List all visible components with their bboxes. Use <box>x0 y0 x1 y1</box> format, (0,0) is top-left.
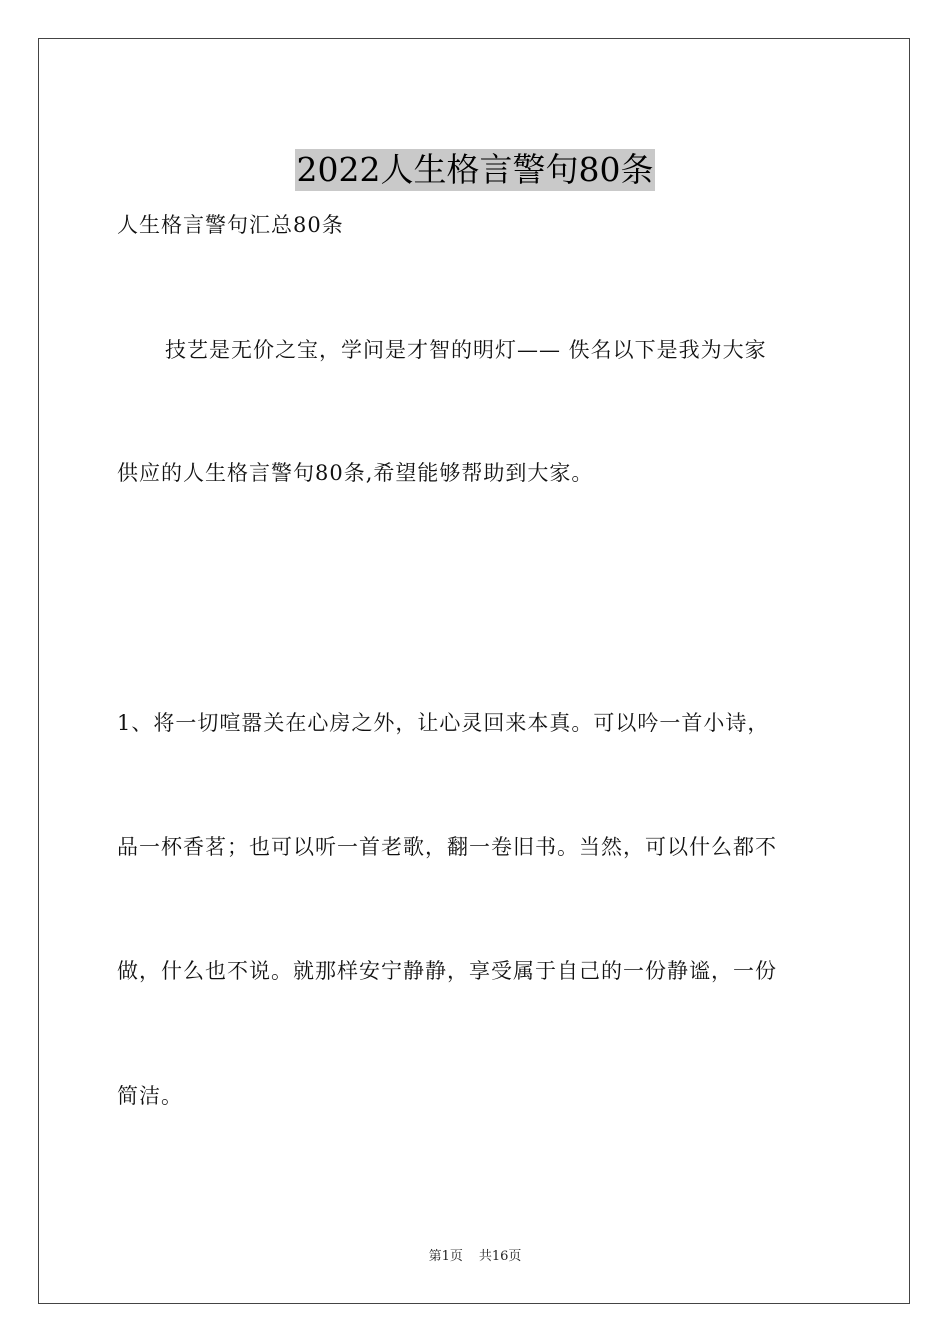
page-footer <box>0 1248 950 1266</box>
document-title: 2022人生格言警句80条 <box>296 150 654 190</box>
page-number: 第1页 <box>428 1249 463 1264</box>
item-1-line-3: 做，什么也不说。就那样安宁静静，享受属于自己的一份静谧，一份 <box>117 959 777 983</box>
title-container <box>0 127 950 213</box>
item-1-line-4: 简洁。 <box>117 1084 183 1108</box>
item-1-line-2: 品一杯香茗；也可以听一首老歌，翻一卷旧书。当然，可以什么都不 <box>117 835 777 859</box>
intro-line-1: 技艺是无价之宝，学问是才智的明灯—— 佚名以下是我为大家 <box>165 338 767 362</box>
intro-line-2: 供应的人生格言警句80条,希望能够帮助到大家。 <box>117 461 594 485</box>
item-1-line-1: 1、将一切喧嚣关在心房之外，让心灵回来本真。可以吟一首小诗， <box>117 711 770 735</box>
document-subtitle: 人生格言警句汇总80条 <box>117 213 344 237</box>
total-pages: 共16页 <box>478 1249 522 1264</box>
